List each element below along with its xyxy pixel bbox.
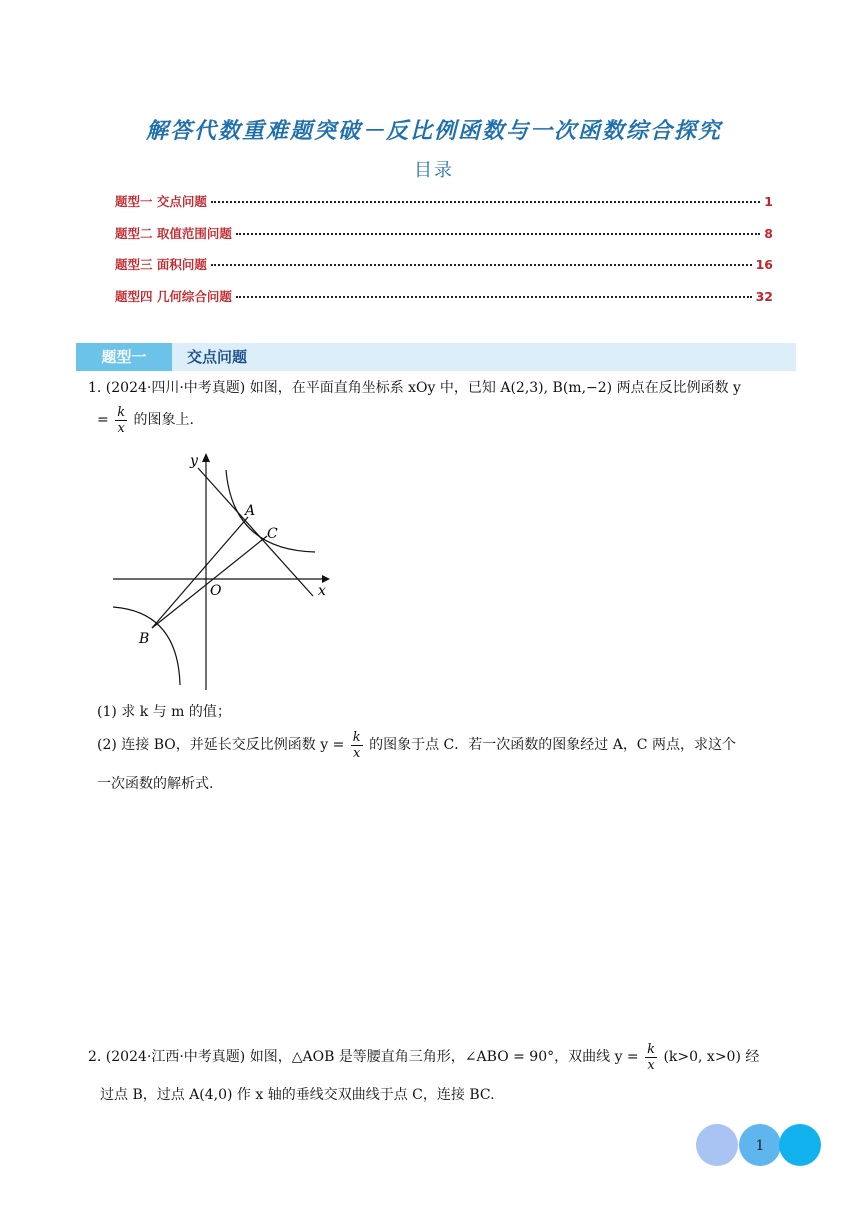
question-2-line-2: 过点 B，过点 A(4,0) 作 x 轴的垂线交双曲线于点 C，连接 BC.: [100, 1087, 495, 1103]
toc-leader-dots: [236, 233, 760, 235]
question-1-line-2: [97, 404, 194, 436]
table-of-contents: [115, 192, 773, 318]
question-1-line-1: 1. (2024·四川·中考真题) 如图，在平面直角坐标系 xOy 中，已知 A(2,3), B(m,−2) 两点在反比例函数 y: [88, 380, 741, 396]
line-bc: [152, 536, 267, 628]
line-tail: 的图象上.: [129, 412, 194, 428]
toc-heading: 目录: [414, 160, 454, 181]
toc-item-3[interactable]: [115, 255, 773, 287]
line-ba: [152, 517, 248, 628]
fraction-k-over-x: [115, 405, 127, 436]
coordinate-graph-figure: [108, 450, 338, 695]
toc-item-page: 1: [764, 194, 773, 209]
toc-item-label: 题型一 交点问题: [115, 194, 207, 209]
fraction-numerator: k: [352, 729, 361, 745]
toc-leader-dots: [211, 201, 760, 203]
toc-item-label: 题型二 取值范围问题: [115, 225, 232, 241]
section-tag: 题型一: [76, 343, 172, 371]
question-1-part-2: [97, 729, 807, 761]
question-1-part-1: (1) 求 k 与 m 的值；: [97, 704, 231, 720]
fraction-denominator: x: [353, 745, 361, 761]
x-axis-arrow-icon: [322, 575, 330, 583]
pager-circle-right-icon: [779, 1124, 821, 1166]
label-y: y: [190, 453, 198, 469]
question-1-part-2-line-2: 一次函数的解析式.: [97, 776, 214, 792]
pager-circle-left-icon: [696, 1124, 738, 1166]
fraction-k-over-x: [645, 1042, 657, 1073]
part-2-lead: (2) 连接 BO，并延长交反比例函数 y =: [97, 737, 349, 753]
toc-item-page: 8: [764, 225, 773, 241]
toc-item-page: 32: [755, 288, 773, 304]
question-2-line-1: [88, 1041, 808, 1073]
label-b: B: [139, 631, 150, 647]
toc-item-label: 题型三 面积问题: [115, 257, 207, 272]
y-axis-arrow-icon: [202, 453, 210, 462]
question-2-tail: (k>0, x>0) 经: [659, 1049, 760, 1065]
toc-item-1[interactable]: [115, 192, 773, 224]
label-x: x: [318, 583, 326, 599]
page-number-badge: [696, 1124, 826, 1170]
section-header: [76, 343, 796, 371]
question-2-lead: 2. (2024·江西·中考真题) 如图，△AOB 是等腰直角三角形，∠ABO = 90°，双曲线 y =: [88, 1049, 644, 1065]
fraction-numerator: k: [117, 404, 126, 420]
fraction-numerator: k: [647, 1041, 655, 1057]
section-title: 交点问题: [187, 348, 248, 366]
label-origin: O: [210, 583, 222, 599]
page-number: 1: [755, 1138, 765, 1154]
toc-leader-dots: [211, 264, 752, 266]
part-2-tail: 的图象于点 C．若一次函数的图象经过 A，C 两点，求这个: [364, 737, 736, 753]
toc-leader-dots: [236, 296, 752, 298]
fraction-denominator: x: [647, 1057, 655, 1073]
toc-item-label: 题型四 几何综合问题: [115, 288, 232, 304]
fraction-denominator: x: [117, 420, 125, 436]
document-title: 解答代数重难题突破－反比例函数与一次函数综合探究: [145, 119, 722, 144]
toc-item-page: 16: [755, 257, 773, 272]
label-c: C: [267, 526, 278, 542]
fraction-k-over-x: [351, 730, 363, 761]
toc-item-2[interactable]: [115, 224, 773, 256]
toc-item-4[interactable]: [115, 287, 773, 319]
equals-sign: =: [97, 412, 114, 428]
label-a: A: [245, 503, 256, 519]
